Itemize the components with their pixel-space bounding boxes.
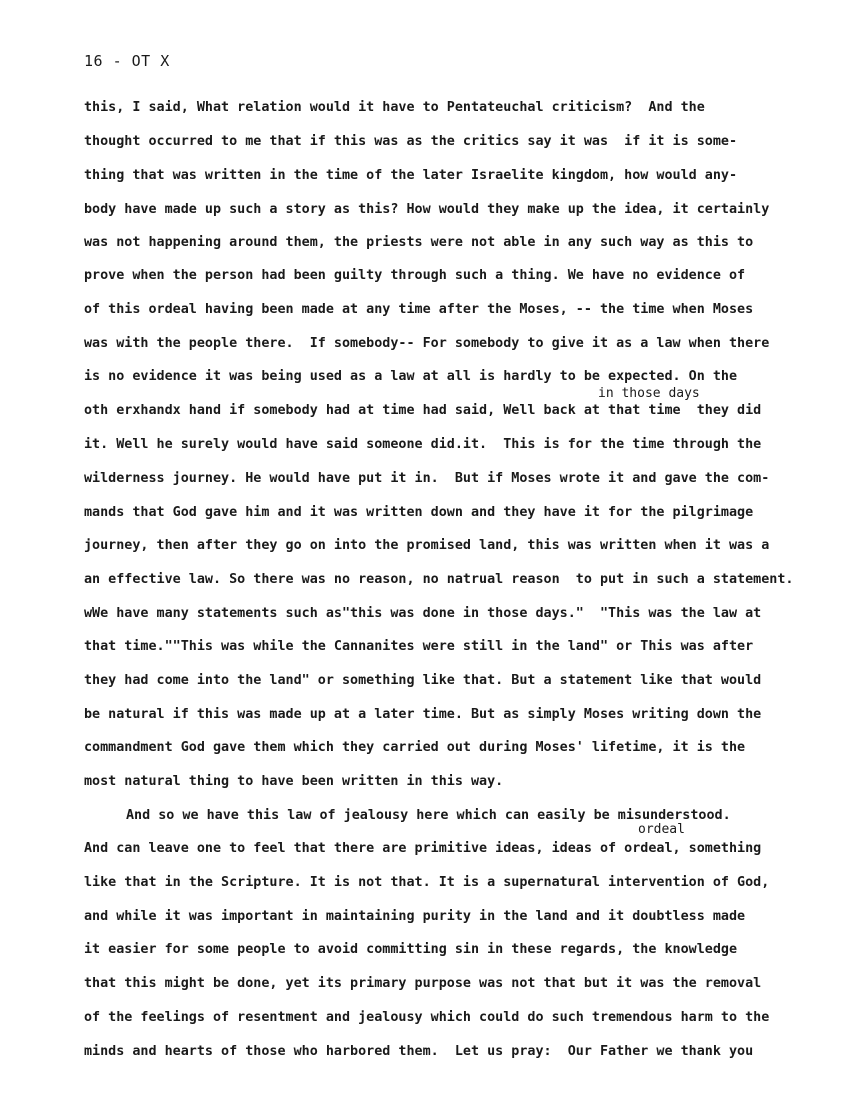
text-line: of this ordeal having been made at any time after the Moses, -- the time when Moses — [84, 302, 754, 317]
text-line: be natural if this was made up at a later time. But as simply Moses writing down the — [84, 707, 762, 722]
text-line: prove when the person had been guilty through such a thing. We have no evidence of — [84, 268, 746, 283]
text-line: is no evidence it was being used as a law at all is hardly to be expected. On the — [84, 369, 738, 384]
interlinear-insertion: in those days — [598, 386, 700, 401]
text-line: most natural thing to have been written in this way. — [84, 774, 504, 789]
text-line: wWe have many statements such as"this was done in those days." "This was the law at — [84, 606, 762, 621]
text-line: this, I said, What relation would it have to Pentateuchal criticism? And the — [84, 100, 705, 115]
text-line: that time.""This was while the Cannanites were still in the land" or This was after — [84, 639, 754, 654]
text-line: minds and hearts of those who harbored them. Let us pray: Our Father we thank you — [84, 1044, 754, 1059]
text-line: wilderness journey. He would have put it in. But if Moses wrote it and gave the com- — [84, 471, 770, 486]
text-line: commandment God gave them which they carried out during Moses' lifetime, it is the — [84, 740, 746, 755]
text-line: an effective law. So there was no reason, no natrual reason to put in such a statement. — [84, 572, 794, 587]
text-line: they had come into the land" or something like that. But a statement like that would — [84, 673, 762, 688]
page-header: 16 - OT X — [84, 52, 170, 70]
text-line: And so we have this law of jealousy here which can easily be misunderstood. — [126, 808, 731, 823]
text-line: mands that God gave him and it was written down and they have it for the pilgrimage — [84, 505, 754, 520]
text-line: of the feelings of resentment and jealousy which could do such tremendous harm to the — [84, 1010, 770, 1025]
text-line: it. Well he surely would have said someone did.it. This is for the time through the — [84, 437, 762, 452]
text-line: was not happening around them, the priests were not able in any such way as this to — [84, 235, 754, 250]
text-line: thing that was written in the time of the later Israelite kingdom, how would any- — [84, 168, 738, 183]
text-line: body have made up such a story as this? How would they make up the idea, it certainly — [84, 202, 770, 217]
text-line: and while it was important in maintaining purity in the land and it doubtless made — [84, 909, 746, 924]
text-line: journey, then after they go on into the promised land, this was written when it was a — [84, 538, 770, 553]
text-line: was with the people there. If somebody-- For somebody to give it as a law when there — [84, 336, 770, 351]
text-line: it easier for some people to avoid committing sin in these regards, the knowledge — [84, 942, 738, 957]
text-line: that this might be done, yet its primary purpose was not that but it was the removal — [84, 976, 762, 991]
text-line: thought occurred to me that if this was as the critics say it was if it is some- — [84, 134, 738, 149]
text-line: And can leave one to feel that there are primitive ideas, ideas of ordeal, something — [84, 841, 762, 856]
interlinear-insertion: ordeal — [638, 822, 685, 837]
text-line: oth erxhandx hand if somebody had at time had said, Well back at that time they did — [84, 403, 762, 418]
text-line: like that in the Scripture. It is not that. It is a supernatural intervention of God, — [84, 875, 770, 890]
